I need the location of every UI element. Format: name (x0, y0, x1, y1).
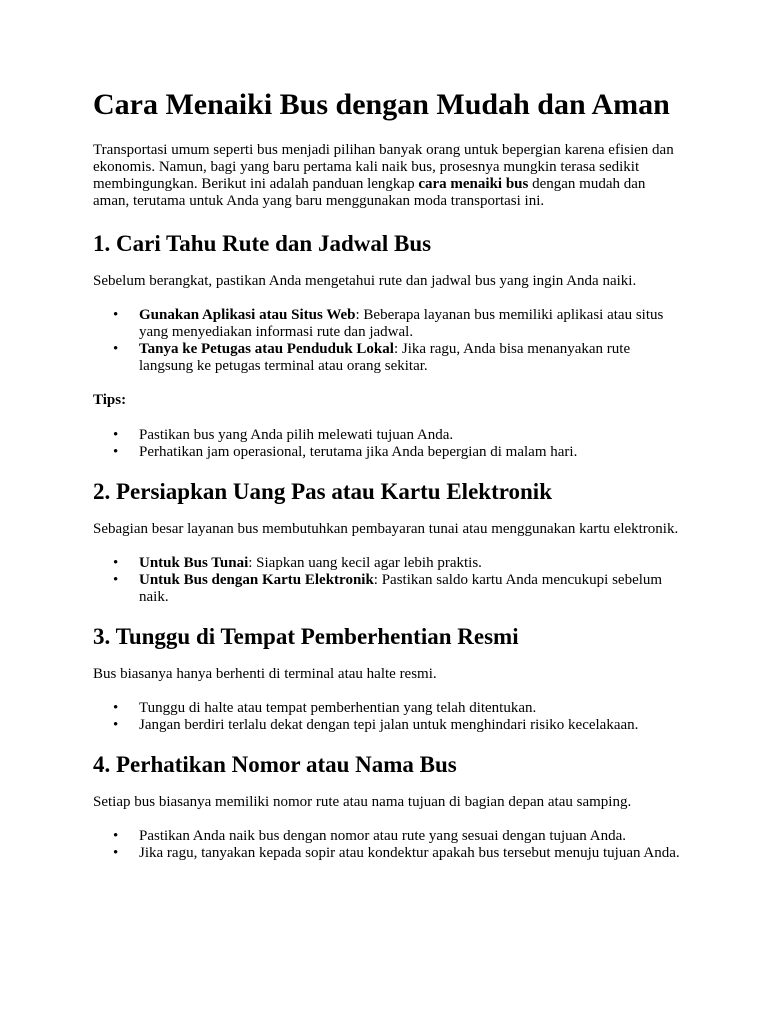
bullet-icon: • (113, 444, 119, 460)
section-heading-4: 4. Perhatikan Nomor atau Nama Bus (93, 752, 457, 777)
section-list-4 (93, 828, 683, 862)
list-item (93, 845, 683, 862)
list-item (93, 700, 683, 717)
section-heading-2: 2. Persiapkan Uang Pas atau Kartu Elektronik (93, 479, 552, 504)
list-item-text: Jika ragu, tanyakan kepada sopir atau kondektur apakah bus tersebut menuju tujuan Anda. (139, 845, 680, 861)
tips-list (93, 427, 683, 461)
intro-text-before: Transportasi umum seperti bus menjadi pilihan banyak orang untuk bepergian karena efisien dan ekonomis. Namun, bagi yang baru pertama kali naik bus, prosesnya mungkin terasa sedikit membingungkan. Berikut ini adalah panduan lengkap (93, 142, 674, 192)
list-item (93, 427, 683, 444)
list-item-bold: Gunakan Aplikasi atau Situs Web (139, 307, 356, 323)
list-item-text: Pastikan Anda naik bus dengan nomor atau rute yang sesuai dengan tujuan Anda. (139, 828, 626, 844)
list-item (93, 572, 683, 606)
list-item-text: : Siapkan uang kecil agar lebih praktis. (248, 555, 482, 571)
list-item (93, 341, 683, 375)
section-text-3: Bus biasanya hanya berhenti di terminal atau halte resmi. (93, 666, 437, 682)
list-item-text: Pastikan bus yang Anda pilih melewati tujuan Anda. (139, 427, 454, 443)
intro-text-after: dengan mudah dan aman, terutama untuk Anda yang baru menggunakan moda transportasi ini. (93, 176, 646, 209)
section-list-3 (93, 700, 683, 734)
bullet-icon: • (113, 572, 119, 588)
list-item (93, 307, 683, 341)
list-item-bold: Untuk Bus dengan Kartu Elektronik (139, 572, 374, 588)
document-page (93, 88, 683, 879)
page-title: Cara Menaiki Bus dengan Mudah dan Aman (93, 88, 670, 121)
bullet-icon: • (113, 555, 119, 571)
list-item-bold: Untuk Bus Tunai (139, 555, 249, 571)
section-heading-3: 3. Tunggu di Tempat Pemberhentian Resmi (93, 624, 519, 649)
section-text-1: Sebelum berangkat, pastikan Anda mengetahui rute dan jadwal bus yang ingin Anda naiki. (93, 273, 637, 289)
list-item (93, 717, 683, 734)
list-item (93, 444, 683, 461)
list-item-text: : Jika ragu, Anda bisa menanyakan rute langsung ke petugas terminal atau orang sekitar. (139, 341, 631, 374)
list-item (93, 828, 683, 845)
bullet-icon: • (113, 700, 119, 716)
section-text-2: Sebagian besar layanan bus membutuhkan pembayaran tunai atau menggunakan kartu elektronik. (93, 521, 679, 537)
intro-paragraph (93, 142, 683, 210)
list-item-text: Jangan berdiri terlalu dekat dengan tepi jalan untuk menghindari risiko kecelakaan. (139, 717, 639, 733)
bullet-icon: • (113, 828, 119, 844)
bullet-icon: • (113, 341, 119, 357)
section-heading-1: 1. Cari Tahu Rute dan Jadwal Bus (93, 231, 432, 256)
list-item-text: Perhatikan jam operasional, terutama jika Anda bepergian di malam hari. (139, 444, 578, 460)
tips-label: Tips: (93, 392, 127, 408)
list-item-bold: Tanya ke Petugas atau Penduduk Lokal (139, 341, 394, 357)
bullet-icon: • (113, 717, 119, 733)
list-item-text: : Beberapa layanan bus memiliki aplikasi atau situs yang menyediakan informasi rute dan jadwal. (139, 307, 664, 340)
list-item (93, 555, 683, 572)
bullet-icon: • (113, 307, 119, 323)
list-item-text: : Pastikan saldo kartu Anda mencukupi sebelum naik. (139, 572, 663, 605)
section-list-1 (93, 307, 683, 375)
intro-bold-keyword: cara menaiki bus (418, 176, 529, 192)
section-list-2 (93, 555, 683, 606)
bullet-icon: • (113, 427, 119, 443)
bullet-icon: • (113, 845, 119, 861)
list-item-text: Tunggu di halte atau tempat pemberhentian yang telah ditentukan. (139, 700, 537, 716)
section-text-4: Setiap bus biasanya memiliki nomor rute atau nama tujuan di bagian depan atau samping. (93, 794, 632, 810)
